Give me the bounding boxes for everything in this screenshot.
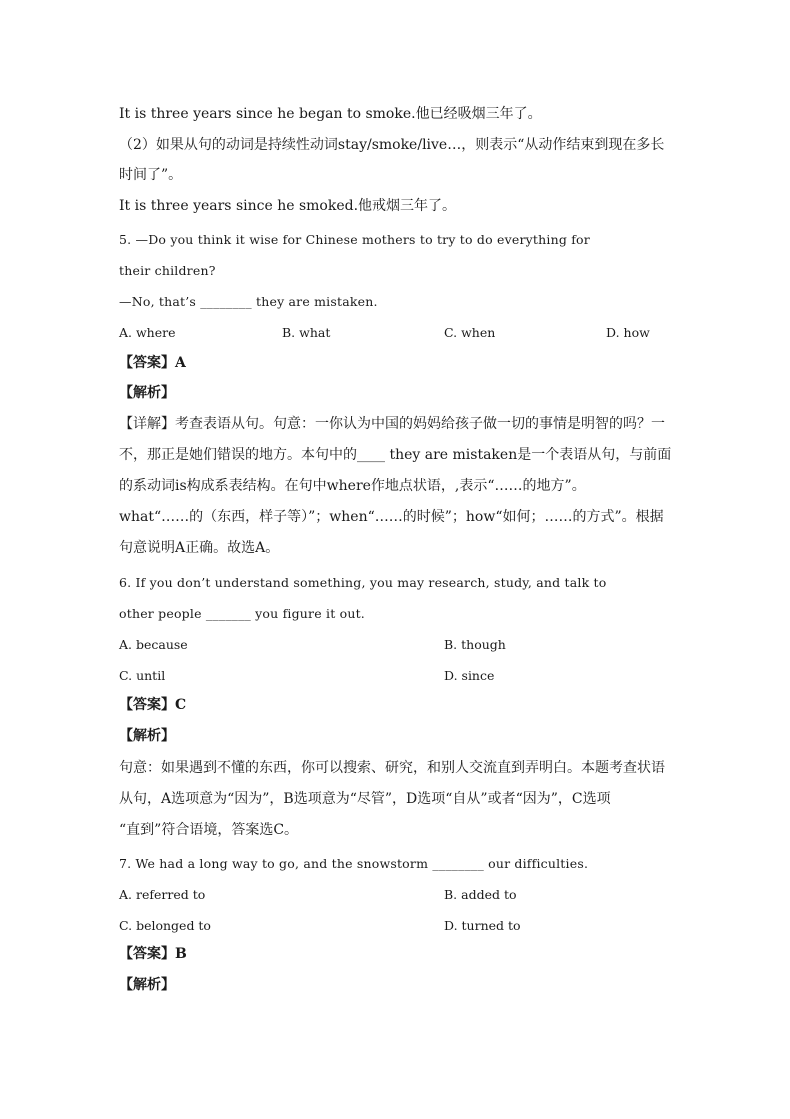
q6-option-b: B. though [444,637,506,652]
explanation-continuous-verb: （2）如果从句的动词是持续性动词stay/smoke/live…，则表示“从动作结束到现在多长 [119,137,665,153]
q6-answer: 【答案】C [119,697,187,713]
q5-option-c: C. when [444,325,496,340]
q7-option-d: D. turned to [444,918,521,933]
q5-stem-line-2: their children? [119,263,216,278]
q7-stem-line-1: 7. We had a long way to go, and the snowstorm ________ our difficulties. [119,856,589,871]
example-sentence-began-to-smoke: It is three years since he began to smoke.他已经吸烟三年了。 [119,106,542,122]
q7-option-c: C. belonged to [119,918,211,933]
q5-detail-line-3: 的系动词is构成系表结构。在句中where作地点状语，,表示“……的地方”。 [119,478,586,494]
q6-detail-line-2: 从句，A选项意为“因为”，B选项意为“尽管”，D选项“自从”或者“因为”，C选项 [119,791,611,807]
q5-detail-line-1: 【详解】考查表语从句。句意：一你认为中国的妈妈给孩子做一切的事情是明智的吗？一 [119,416,665,432]
q5-option-d: D. how [606,325,650,340]
q6-option-a: A. because [119,637,188,652]
q6-option-c: C. until [119,668,166,683]
q5-stem-line-3: —No, that’s ________ they are mistaken. [119,294,378,309]
q5-stem-line-1: 5. —Do you think it wise for Chinese mothers to try to do everything for [119,232,590,247]
q7-answer: 【答案】B [119,946,187,962]
q5-detail-line-4: what“……的（东西，样子等）”；when“……的时候”；how“如何；……的方式”。根据 [119,509,664,525]
example-sentence-smoked: It is three years since he smoked.他戒烟三年了。 [119,198,457,214]
q5-analysis-heading: 【解析】 [119,385,175,401]
q6-detail-line-1: 句意：如果遇到不懂的东西，你可以搜索、研究，和别人交流直到弄明白。本题考查状语 [119,760,665,776]
q5-option-a: A. where [119,325,176,340]
q5-answer: 【答案】A [119,355,186,371]
q5-detail-line-2: 不，那正是她们错误的地方。本句中的____ they are mistaken是一个表语从句，与前面 [119,447,672,463]
q6-stem-line-1: 6. If you don’t understand something, you may research, study, and talk to [119,575,607,590]
q5-option-b: B. what [282,325,331,340]
explanation-continuation: 时间了”。 [119,167,183,183]
q6-option-d: D. since [444,668,495,683]
q7-option-b: B. added to [444,887,517,902]
q5-detail-line-5: 句意说明A正确。故选A。 [119,540,280,556]
q7-option-a: A. referred to [119,887,206,902]
q6-analysis-heading: 【解析】 [119,728,175,744]
q7-analysis-heading: 【解析】 [119,977,175,993]
q6-stem-line-2: other people _______ you figure it out. [119,606,365,621]
q6-detail-line-3: “直到”符合语境，答案选C。 [119,822,299,838]
